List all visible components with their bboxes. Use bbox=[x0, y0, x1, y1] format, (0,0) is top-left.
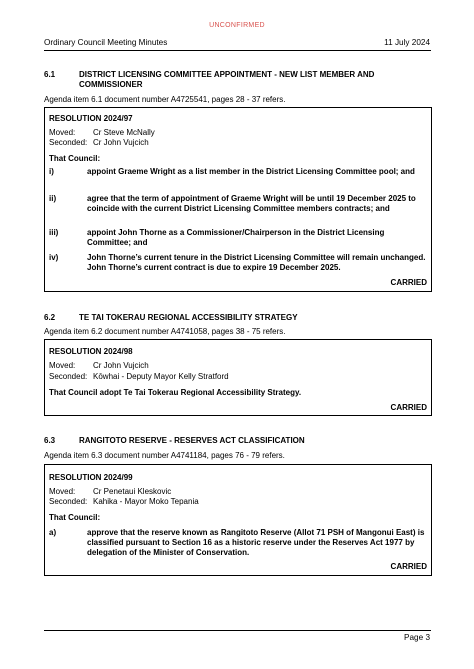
section-6-2-heading bbox=[44, 313, 434, 323]
seconded-line bbox=[49, 497, 199, 507]
list-item bbox=[49, 167, 427, 187]
resolution-box-2024-97 bbox=[44, 107, 432, 292]
moved-by: Cr Penetaui Kleskovic bbox=[93, 487, 172, 496]
seconded-by: Kōwhai - Deputy Mayor Kelly Stratford bbox=[93, 372, 229, 381]
resolution-title: RESOLUTION 2024/97 bbox=[49, 114, 133, 123]
list-item bbox=[49, 228, 427, 248]
agenda-reference: Agenda item 6.3 document number A4741184, pages 76 - 79 refers. bbox=[44, 451, 285, 460]
item-marker: iii) bbox=[49, 228, 59, 237]
header-date: 11 July 2024 bbox=[384, 38, 430, 47]
item-text: appoint John Thorne as a Commissioner/Chairperson in the District Licensing Committee; and bbox=[87, 228, 385, 247]
seconded-by: Kahika - Mayor Moko Tepania bbox=[93, 497, 199, 506]
moved-line bbox=[49, 128, 155, 138]
item-text: agree that the term of appointment of Graeme Wright will be until 19 December 2025 to coincide with the current District Licensing Committee members contracts; and bbox=[87, 194, 416, 213]
seconded-label: Seconded: bbox=[49, 497, 88, 506]
section-number: 6.3 bbox=[44, 436, 56, 445]
list-item bbox=[49, 528, 427, 558]
seconded-label: Seconded: bbox=[49, 138, 88, 147]
item-marker: ii) bbox=[49, 194, 57, 203]
item-marker: a) bbox=[49, 528, 57, 537]
header-title: Ordinary Council Meeting Minutes bbox=[44, 38, 168, 47]
moved-label: Moved: bbox=[49, 128, 76, 137]
item-text: John Thorne’s current tenure in the District Licensing Committee will remain unchanged. John Thorne’s current contract is due to expire 19 December 2025. bbox=[87, 253, 426, 272]
section-title: RANGITOTO RESERVE - RESERVES ACT CLASSIFICATION bbox=[79, 436, 305, 445]
moved-by: Cr John Vujcich bbox=[93, 361, 149, 370]
carried-label: CARRIED bbox=[390, 278, 427, 287]
resolution-lead: That Council: bbox=[49, 154, 101, 163]
section-6-3-heading bbox=[44, 436, 434, 446]
carried-label: CARRIED bbox=[390, 403, 427, 412]
unconfirmed-watermark: UNCONFIRMED bbox=[209, 22, 265, 29]
section-number: 6.1 bbox=[44, 70, 56, 79]
section-title: TE TAI TOKERAU REGIONAL ACCESSIBILITY STRATEGY bbox=[79, 313, 298, 322]
seconded-line bbox=[49, 372, 229, 382]
section-title: DISTRICT LICENSING COMMITTEE APPOINTMENT - NEW LIST MEMBER AND COMMISSIONER bbox=[79, 70, 375, 89]
page-number: Page 3 bbox=[404, 633, 430, 642]
moved-line bbox=[49, 361, 149, 371]
moved-by: Cr Steve McNally bbox=[93, 128, 155, 137]
carried-label: CARRIED bbox=[390, 562, 427, 571]
resolution-title: RESOLUTION 2024/98 bbox=[49, 347, 133, 356]
moved-line bbox=[49, 487, 171, 497]
section-number: 6.2 bbox=[44, 313, 56, 322]
list-item bbox=[49, 194, 427, 224]
moved-label: Moved: bbox=[49, 361, 76, 370]
header-divider bbox=[44, 50, 431, 51]
footer-divider bbox=[44, 630, 431, 631]
resolution-lead: That Council adopt Te Tai Tokerau Regional Accessibility Strategy. bbox=[49, 388, 302, 397]
seconded-label: Seconded: bbox=[49, 372, 88, 381]
resolution-title: RESOLUTION 2024/99 bbox=[49, 473, 133, 482]
resolution-box-2024-98 bbox=[44, 339, 432, 416]
item-marker: iv) bbox=[49, 253, 59, 262]
moved-label: Moved: bbox=[49, 487, 76, 496]
item-marker: i) bbox=[49, 167, 54, 176]
list-item bbox=[49, 253, 427, 273]
agenda-reference: Agenda item 6.2 document number A4741058, pages 38 - 75 refers. bbox=[44, 327, 286, 336]
resolution-lead: That Council: bbox=[49, 513, 101, 522]
seconded-line bbox=[49, 138, 149, 148]
section-6-1-heading bbox=[44, 70, 434, 90]
agenda-reference: Agenda item 6.1 document number A4725541, pages 28 - 37 refers. bbox=[44, 95, 286, 104]
item-text: appoint Graeme Wright as a list member in the District Licensing Committee pool; and bbox=[87, 167, 415, 176]
item-text: approve that the reserve known as Rangitoto Reserve (Allot 71 PSH of Mangonui East) is classified pursuant to Section 16 as a historic reserve under the Reserves Act 1977 by delegation of the Minister of Conservation. bbox=[87, 528, 425, 557]
seconded-by: Cr John Vujcich bbox=[93, 138, 149, 147]
resolution-box-2024-99 bbox=[44, 464, 432, 576]
